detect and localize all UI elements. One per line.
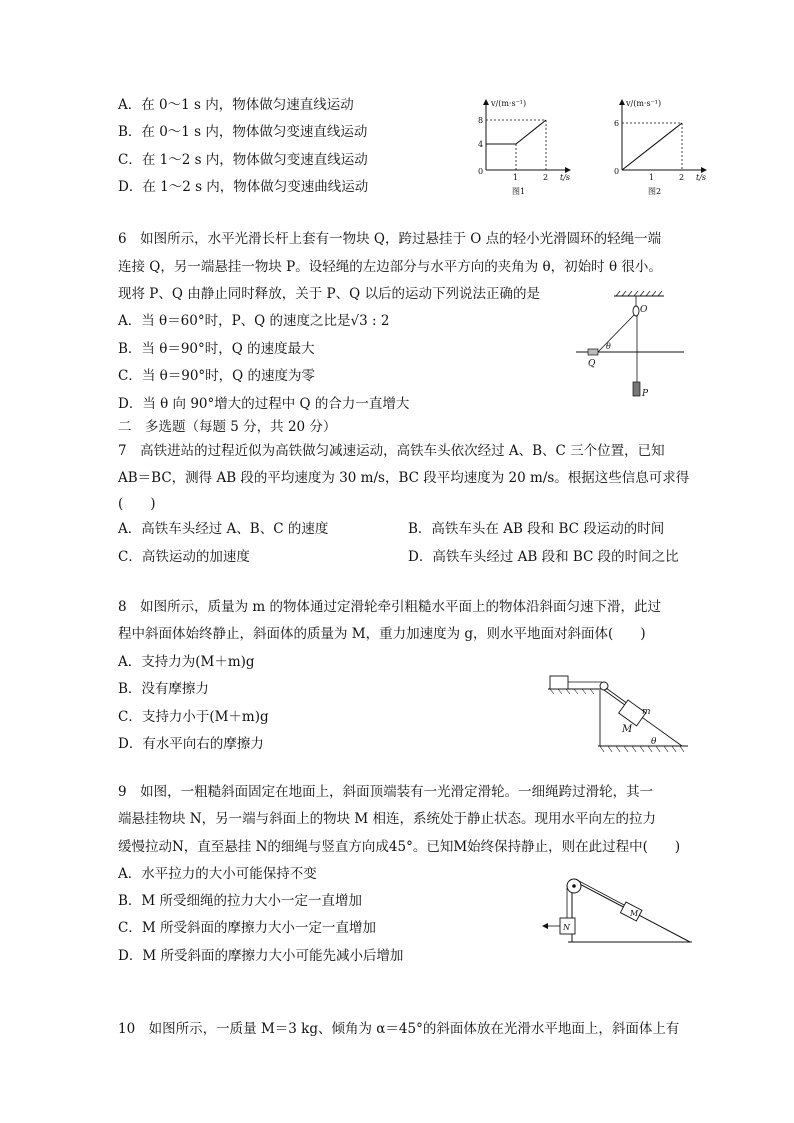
fig1-ylabel: v/(m·s⁻¹)	[491, 99, 527, 108]
q7-stem-line-3: ( )	[118, 496, 156, 512]
q9-pull-arrowhead	[542, 923, 548, 929]
q9-option-c: C．M 所受斜面的摩擦力大小一定一直增加	[118, 920, 376, 936]
fig2-xtick-2: 2	[679, 173, 685, 182]
q9-stem-line-1: 9 如图，一粗糙斜面固定在地面上，斜面顶端装有一光滑定滑轮。一细绳跨过滑轮，其一	[118, 784, 654, 800]
q7-option-c: C．高铁运动的加速度	[118, 549, 250, 565]
q7-option-b: B．高铁车头在 AB 段和 BC 段运动的时间	[408, 521, 665, 537]
q5-option-d: D．在 1～2 s 内，物体做匀变速曲线运动	[118, 179, 369, 195]
q8-label-theta: θ	[651, 737, 657, 747]
fig2-xtick-1: 1	[649, 173, 655, 182]
q8-label-m: m	[642, 707, 651, 717]
q6-rope-left	[598, 315, 634, 352]
fig1-ytick-4: 4	[478, 140, 484, 149]
q8-option-c: C．支持力小于(M＋m)g	[118, 709, 269, 725]
fig2-ytick-6: 6	[614, 119, 620, 128]
fig1-caption: 图1	[512, 187, 526, 196]
fig2-series-line	[622, 123, 682, 170]
fig1-xlabel: t/s	[560, 173, 571, 182]
fig2-xlabel: t/s	[696, 173, 707, 182]
q9-stem-line-3: 缓慢拉动N，直至悬挂 N的细绳与竖直方向成45°。已知M始终保持静止，则在此过程中( )	[118, 839, 681, 855]
q8-stem-line-1: 8 如图所示，质量为 m 的物体通过定滑轮牵引粗糙水平面上的物体沿斜面匀速下滑，此过	[118, 599, 661, 615]
q7-option-a: A．高铁车头经过 A、B、C 的速度	[118, 521, 329, 537]
q9-rope-slope	[577, 880, 626, 906]
q7-option-d: D．高铁车头经过 AB 段和 BC 段的时间之比	[408, 549, 679, 565]
q6-stem-line-3: 现将 P、Q 由静止同时释放，关于 P、Q 以后的运动下列说法正确的是	[118, 286, 540, 302]
q6-label-o: O	[640, 305, 648, 315]
q6-option-d: D．当 θ 向 90°增大的过程中 Q 的合力一直增大	[118, 396, 410, 412]
q5-option-c: C．在 1～2 s 内，物体做匀变速直线运动	[118, 152, 368, 168]
q9-label-n: N	[563, 923, 570, 932]
q5-option-a: A．在 0～1 s 内，物体做匀速直线运动	[118, 97, 354, 113]
fig1-ytick-0: 0	[478, 167, 484, 176]
fig1-ytick-8: 8	[478, 116, 484, 125]
figure-1-vt-graph	[470, 96, 600, 196]
fig1-series-line	[486, 120, 546, 144]
q8-figure	[542, 664, 692, 754]
q10-stem-line-1: 10 如图所示，一质量 M＝3 kg、倾角为 α＝45°的斜面体放在光滑水平地面上，斜面体上有	[118, 1021, 680, 1037]
q6-figure	[572, 290, 692, 400]
q8-stem-line-2: 程中斜面体始终静止，斜面体的质量为 M，重力加速度为 g，则水平地面对斜面体( )	[118, 626, 646, 642]
fig2-ytick-0: 0	[614, 167, 620, 176]
fig2-caption: 图2	[648, 187, 662, 196]
q8-wedge-slope	[604, 690, 682, 746]
q9-option-a: A．水平拉力的大小可能保持不变	[118, 866, 317, 882]
q6-block-q	[588, 349, 598, 355]
q8-label-big-m: M	[622, 724, 633, 735]
q6-option-a: A．当 θ＝60°时，P、Q 的速度之比是√3 : 2	[118, 313, 390, 329]
q8-option-d: D．有水平向右的摩擦力	[118, 736, 264, 752]
q9-option-d: D．M 所受斜面的摩擦力大小可能先减小后增加	[118, 948, 404, 964]
q9-label-m: M	[630, 909, 639, 918]
q6-stem-line-1: 6 如图所示，水平光滑长杆上套有一物块 Q，跨过悬挂于 O 点的轻小光滑圆环的轻绳一端	[118, 231, 662, 247]
fig1-xtick-2: 2	[543, 173, 549, 182]
section-2-heading: 二 多选题（每题 5 分，共 20 分）	[118, 419, 337, 435]
q9-figure	[534, 872, 694, 952]
q5-option-b: B．在 0～1 s 内，物体做匀变速直线运动	[118, 124, 368, 140]
q8-block-on-table	[550, 676, 568, 689]
q6-label-theta: θ	[606, 342, 611, 351]
q6-option-c: C．当 θ＝90°时，Q 的速度为零	[118, 368, 316, 384]
q9-option-b: B．M 所受细绳的拉力大小一定一直增加	[118, 893, 363, 909]
q7-stem-line-1: 7 高铁进站的过程近似为高铁做匀减速运动，高铁车头依次经过 A、B、C 三个位置，已知	[118, 443, 665, 459]
q8-rope-slope	[606, 688, 628, 704]
q6-label-p: P	[642, 389, 649, 399]
q8-option-b: B．没有摩擦力	[118, 681, 209, 697]
q6-block-p	[633, 382, 640, 396]
q6-ring	[633, 306, 639, 316]
fig2-ylabel: v/(m·s⁻¹)	[626, 99, 662, 108]
q6-option-b: B．当 θ＝90°时，Q 的速度最大	[118, 341, 315, 357]
q8-option-a: A．支持力为(M＋m)g	[118, 654, 255, 670]
q6-label-q: Q	[588, 359, 596, 369]
q6-stem-line-2: 连接 Q，另一端悬挂一物块 P。设轻绳的左边部分与水平方向的夹角为 θ，初始时 θ 很小。	[118, 259, 662, 275]
q7-stem-line-2: AB＝BC，测得 AB 段的平均速度为 30 m/s，BC 段平均速度为 20 m/s。根据这些信息可求得	[118, 470, 690, 486]
fig1-xtick-1: 1	[513, 173, 519, 182]
figure-2-vt-graph	[604, 96, 734, 196]
q9-stem-line-2: 端悬挂物块 N，另一端与斜面上的物块 M 相连，系统处于静止状态。现用水平向左的拉力	[118, 811, 657, 827]
